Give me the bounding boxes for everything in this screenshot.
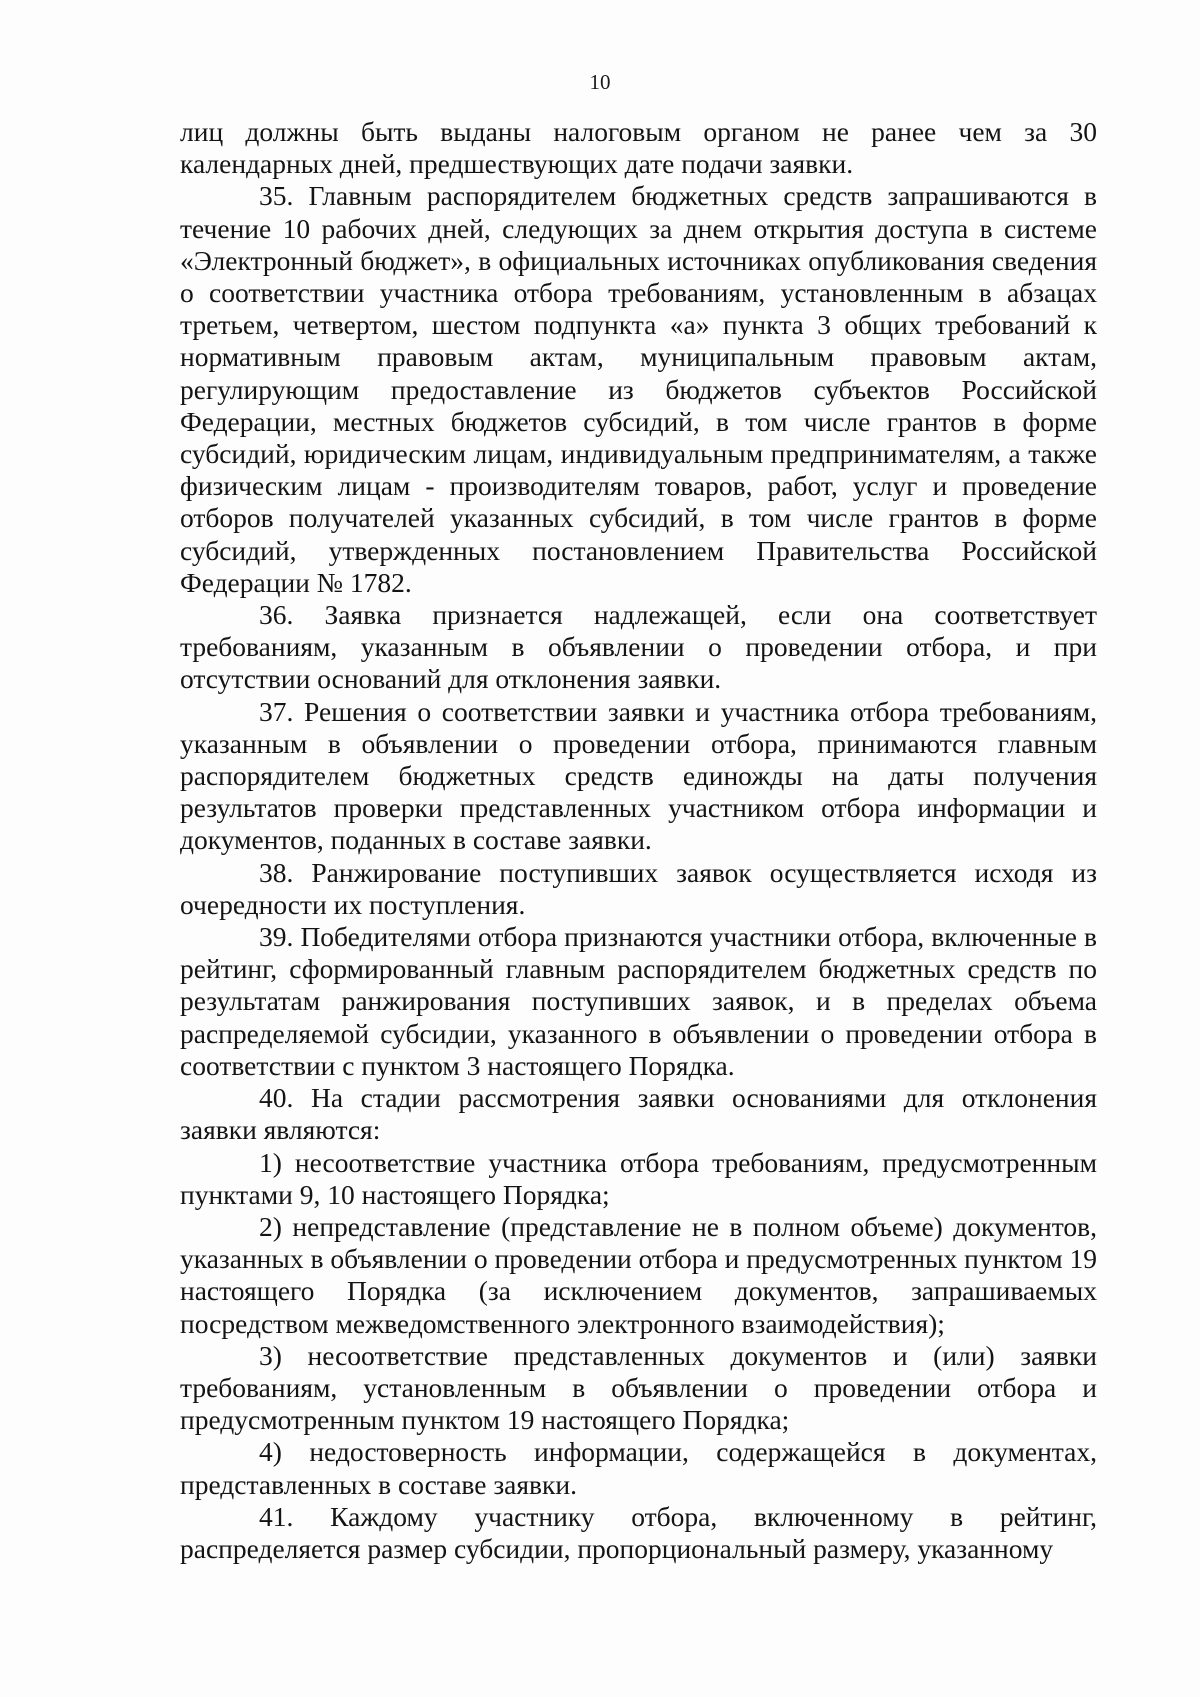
- paragraph-continuation: лиц должны быть выданы налоговым органом не ранее чем за 30 календарных дней, предшествующих дате подачи заявки.: [180, 116, 1097, 180]
- paragraph-40-item-2: 2) непредставление (представление не в полном объеме) документов, указанных в объявлении о проведении отбора и предусмотренных пунктом 19 настоящего Порядка (за исключением документов, запрашиваемых посредством межведомственного электронного взаимодействия);: [180, 1210, 1097, 1339]
- page-number: 10: [589, 70, 611, 94]
- paragraph-41: 41. Каждому участнику отбора, включенному в рейтинг, распределяется размер субсидии, пропорциональный размеру, указанному: [180, 1500, 1097, 1564]
- document-body: [180, 116, 1097, 1565]
- paragraph-36: 36. Заявка признается надлежащей, если она соответствует требованиям, указанным в объявлении о проведении отбора, и при отсутствии оснований для отклонения заявки.: [180, 599, 1097, 695]
- paragraph-40-item-1: 1) несоответствие участника отбора требованиям, предусмотренным пунктами 9, 10 настоящего Порядка;: [180, 1146, 1097, 1210]
- paragraph-40: 40. На стадии рассмотрения заявки основаниями для отклонения заявки являются:: [180, 1082, 1097, 1146]
- paragraph-38: 38. Ранжирование поступивших заявок осуществляется исходя из очередности их поступления.: [180, 856, 1097, 920]
- paragraph-37: 37. Решения о соответствии заявки и участника отбора требованиям, указанным в объявлении о проведении отбора, принимаются главным распорядителем бюджетных средств единожды на даты получения результатов проверки представленных участником отбора информации и документов, поданных в составе заявки.: [180, 695, 1097, 856]
- paragraph-35: 35. Главным распорядителем бюджетных средств запрашиваются в течение 10 рабочих дней, следующих за днем открытия доступа в системе «Электронный бюджет», в официальных источниках опубликования сведения о соответствии участника отбора требованиям, установленным в абзацах третьем, четвертом, шестом подпункта «а» пункта 3 общих требований к нормативным правовым актам, муниципальным правовым актам, регулирующим предоставление из бюджетов субъектов Российской Федерации, местных бюджетов субсидий, в том числе грантов в форме субсидий, юридическим лицам, индивидуальным предпринимателям, а также физическим лицам - производителям товаров, работ, услуг и проведение отборов получателей указанных субсидий, в том числе грантов в форме субсидий, утвержденных постановлением Правительства Российской Федерации № 1782.: [180, 180, 1097, 598]
- paragraph-39: 39. Победителями отбора признаются участники отбора, включенные в рейтинг, сформированный главным распорядителем бюджетных средств по результатам ранжирования поступивших заявок, и в пределах объема распределяемой субсидии, указанного в объявлении о проведении отбора в соответствии с пунктом 3 настоящего Порядка.: [180, 921, 1097, 1081]
- paragraph-40-item-3: 3) несоответствие представленных документов и (или) заявки требованиям, установленным в объявлении о проведении отбора и предусмотренным пунктом 19 настоящего Порядка;: [180, 1339, 1097, 1436]
- paragraph-40-item-4: 4) недостоверность информации, содержащейся в документах, представленных в составе заявки.: [180, 1436, 1097, 1500]
